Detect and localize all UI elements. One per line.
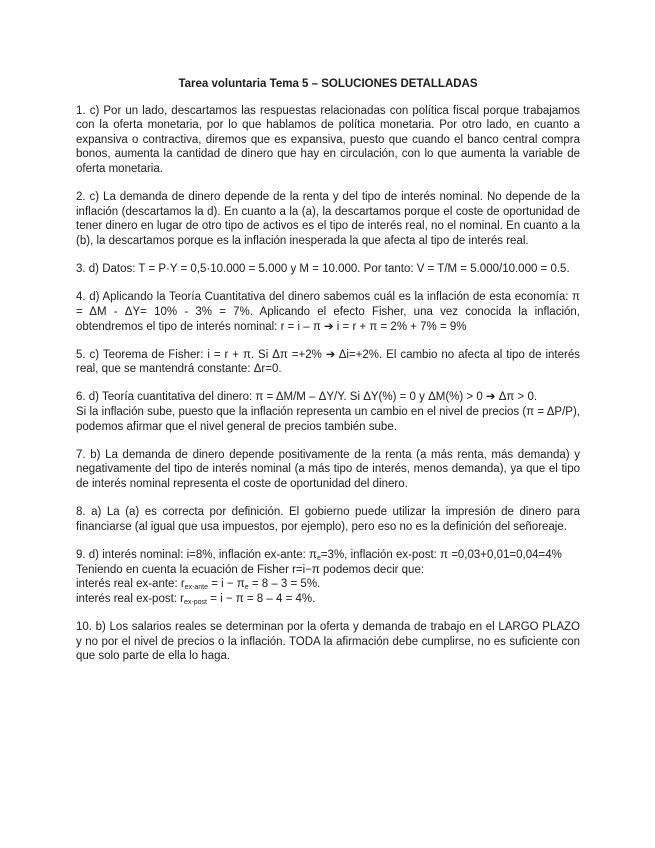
document-title: Tarea voluntaria Tema 5 – SOLUCIONES DETALLADAS [178,78,478,90]
answer-6 [76,390,580,434]
answer-9-line-4 [76,592,580,607]
answer-6-line-2: Si la inflación sube, puesto que la inflación representa un cambio en el nivel de precios (π = ΔP/P), podemos afirmar que el nivel general de precios también sube. [76,406,580,433]
answer-3: 3. d) Datos: T = P·Y = 0,5·10.000 = 5.000 y M = 10.000. Por tanto: V = T/M = 5.000/10.000 = 0.5. [76,263,570,276]
answer-8: 8. a) La (a) es correcta por definición. El gobierno puede utilizar la impresión de dinero para financiarse (al igual que usa impuestos, por ejemplo), pero eso no es la definición del señoreaje. [76,506,580,533]
answer-9-line-3-sub-1: ex-ante [184,584,209,592]
answer-9-line-1-a: 9. d) interés nominal: i=8%, inflación ex-ante: π [76,549,317,561]
answer-4: 4. d) Aplicando la Teoría Cuantitativa del dinero sabemos cuál es la inflación de esta economía: π = ΔM - ΔY= 10% - 3% = 7%. Aplicando el efecto Fisher, una vez conocida la inflación, obtendremos el tipo de interés nominal: r = i – π ➔ i = r + π = 2% + 7% = 9% [76,291,580,333]
answer-7: 7. b) La demanda de dinero depende positivamente de la renta (a más renta, más demanda) y negativamente del tipo de interés nominal (a más tipo de interés, menos demanda), ya que el tipo de interés nominal representa el coste de oportunidad del dinero. [76,448,580,491]
answer-9-line-4-sub: ex-post [184,598,207,606]
answer-9-line-3-b: = i − π [208,578,245,591]
answer-1: 1. c) Por un lado, descartamos las respuestas relacionadas con política fiscal porque trabajamos con la oferta monetaria, por lo que hablamos de política monetaria. Por otro lado, en cuanto a expansiva o contractiva, diremos que es expansiva, puesto que cuando el banco central compra bonos, aumenta la cantidad de dinero que hay en circulación, con lo que aumenta la variable de oferta monetaria. [76,104,580,175]
answer-6-line-1: 6. d) Teoría cuantitativa del dinero: π = ΔM/M – ΔY/Y. Si ΔY(%) = 0 y ΔM(%) > 0 ➔ Δπ > 0. [76,391,538,404]
answer-9-line-1-sub: e [316,555,321,562]
answer-9-line-4-b: = i − π = 8 – 4 = 4%. [206,592,316,605]
answer-9-line-3-c: = 8 – 3 = 5%. [248,578,321,591]
answer-9-line-1-b: =3%, inflación ex-post: π =0,03+0,01=0,04=4% [320,549,562,561]
answer-9-line-4-a: interés real ex-post: r [76,592,185,605]
answer-2: 2. c) La demanda de dinero depende de la renta y del tipo de interés nominal. No depende de la inflación (descartamos la d). En cuanto a la (a), la descartamos porque el coste de oportunidad de tener dinero en lugar de otro tipo de activos es el tipo de interés real, no el nominal. En cuanto a la (b), la descartamos porque es la inflación inesperada la que afecta al tipo de interés real. [76,191,580,247]
answer-10: 10. b) Los salarios reales se determinan por la oferta y demanda de trabajo en el LARGO PLAZO y no por el nivel de precios o la inflación. TODA la afirmación debe cumplirse, no es suficiente con que solo parte de ella lo haga. [76,620,580,663]
answer-9-line-3 [76,577,580,592]
answer-9-line-3-sub-2: e [244,584,249,592]
answer-5: 5. c) Teorema de Fisher: i = r + π. Si Δπ =+2% ➔ Δi=+2%. El cambio no afecta al tipo de interés real, que se mantendrá constante: Δr=0. [76,348,580,376]
answer-9-line-2: Teniendo en cuenta la ecuación de Fisher r=i−π podemos decir que: [76,563,425,576]
answer-9-line-3-a: interés real ex-ante: r [76,578,185,591]
answer-9 [76,548,580,606]
answer-9-line-1 [76,548,580,563]
